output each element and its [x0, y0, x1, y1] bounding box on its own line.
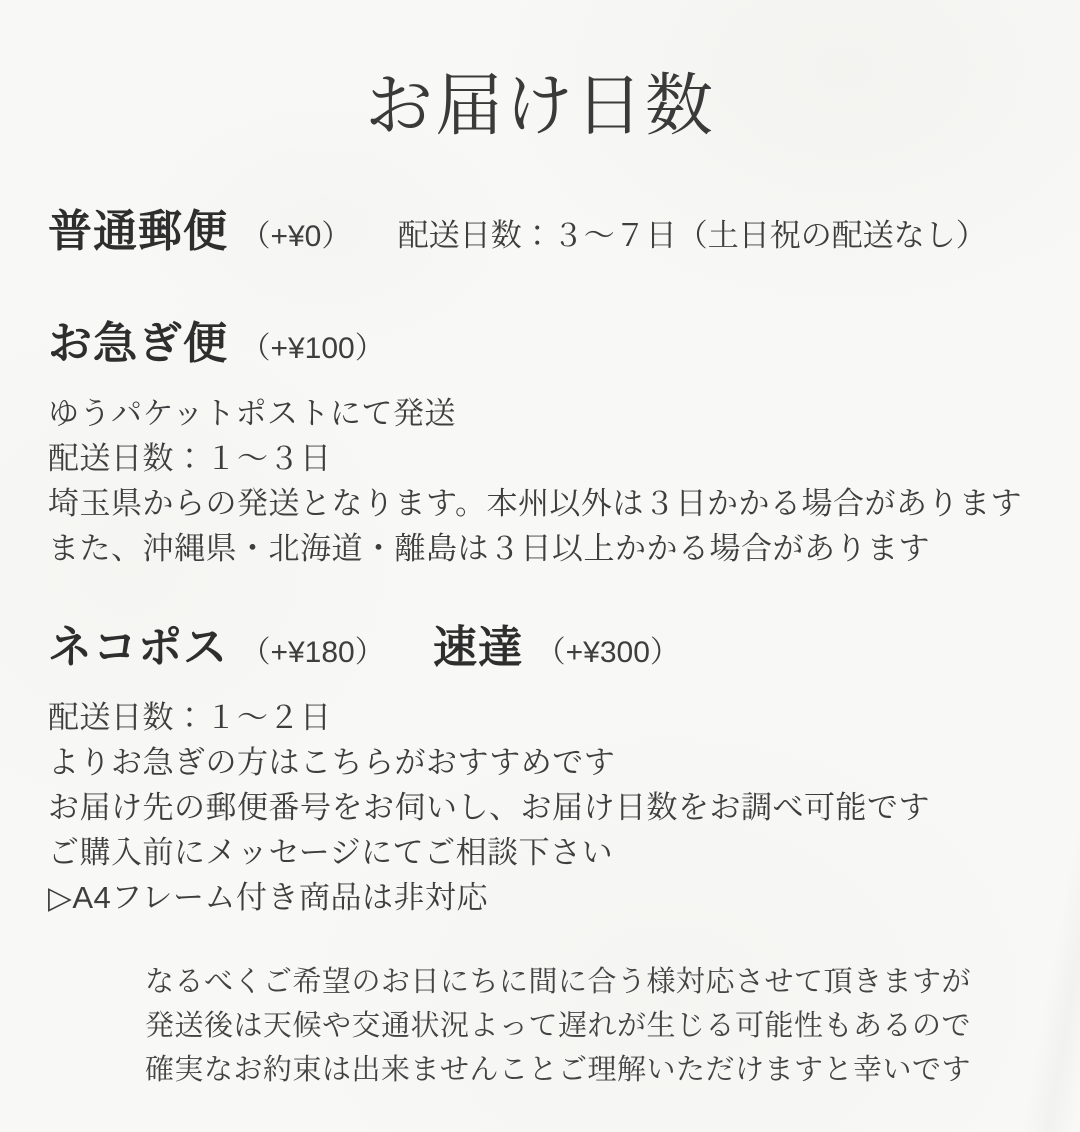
- detail-line: よりお急ぎの方はこちらがおすすめです: [48, 745, 616, 780]
- nekopos-price: （+¥180）: [240, 636, 385, 669]
- page-title: お届け日数: [364, 68, 715, 144]
- nekopos-heading: ネコポス: [48, 623, 228, 672]
- section-express-option: [48, 317, 1032, 571]
- delivery-info-page: [0, 52, 1080, 1132]
- footnote-line: 発送後は天候や交通状況よって遅れが生じる可能性もあるので: [145, 1010, 972, 1042]
- footnote-line: なるべくご希望のお日にちに間に合う様対応させて頂きますが: [145, 966, 972, 998]
- detail-line: お届け先の郵便番号をお伺いし、お届け日数をお調べ可能です: [48, 790, 930, 825]
- regular-mail-heading: 普通郵便: [48, 207, 228, 256]
- detail-line: また、沖縄県・北海道・離島は３日以上かかる場合があります: [48, 531, 930, 566]
- express-option-price: （+¥100）: [240, 332, 385, 365]
- detail-line: ゆうパケットポストにて発送: [48, 396, 456, 431]
- regular-mail-delivery-days: 配送日数：３〜７日（土日祝の配送なし）: [397, 218, 987, 253]
- express-option-header: [48, 317, 1032, 381]
- nekopos-sokutatsu-header: [48, 621, 1032, 685]
- footnote-line: 確実なお約束は出来ませんことご理解いただけますと幸いです: [145, 1054, 972, 1086]
- detail-line: 埼玉県からの発送となります。本州以外は３日かかる場合があります: [48, 486, 1023, 521]
- sokutatsu-price: （+¥300）: [535, 636, 680, 669]
- disclaimer-footnote: [48, 960, 1032, 1092]
- express-option-details: [48, 391, 1032, 571]
- nekopos-sokutatsu-details: [48, 695, 1032, 920]
- detail-line: 配送日数：１〜２日: [48, 700, 332, 735]
- regular-mail-price: （+¥0）: [240, 220, 352, 253]
- section-regular-mail-header: [48, 205, 1032, 269]
- section-regular-mail: [48, 205, 1032, 269]
- detail-line-a4-frame-exception: ▷A4フレーム付き商品は非対応: [48, 880, 489, 915]
- express-option-heading: お急ぎ便: [48, 319, 228, 368]
- detail-line: 配送日数：１〜３日: [48, 441, 332, 476]
- detail-line: ご購入前にメッセージにてご相談下さい: [48, 835, 614, 870]
- sokutatsu-heading: 速達: [433, 623, 524, 672]
- section-nekopos-sokutatsu: [48, 621, 1032, 920]
